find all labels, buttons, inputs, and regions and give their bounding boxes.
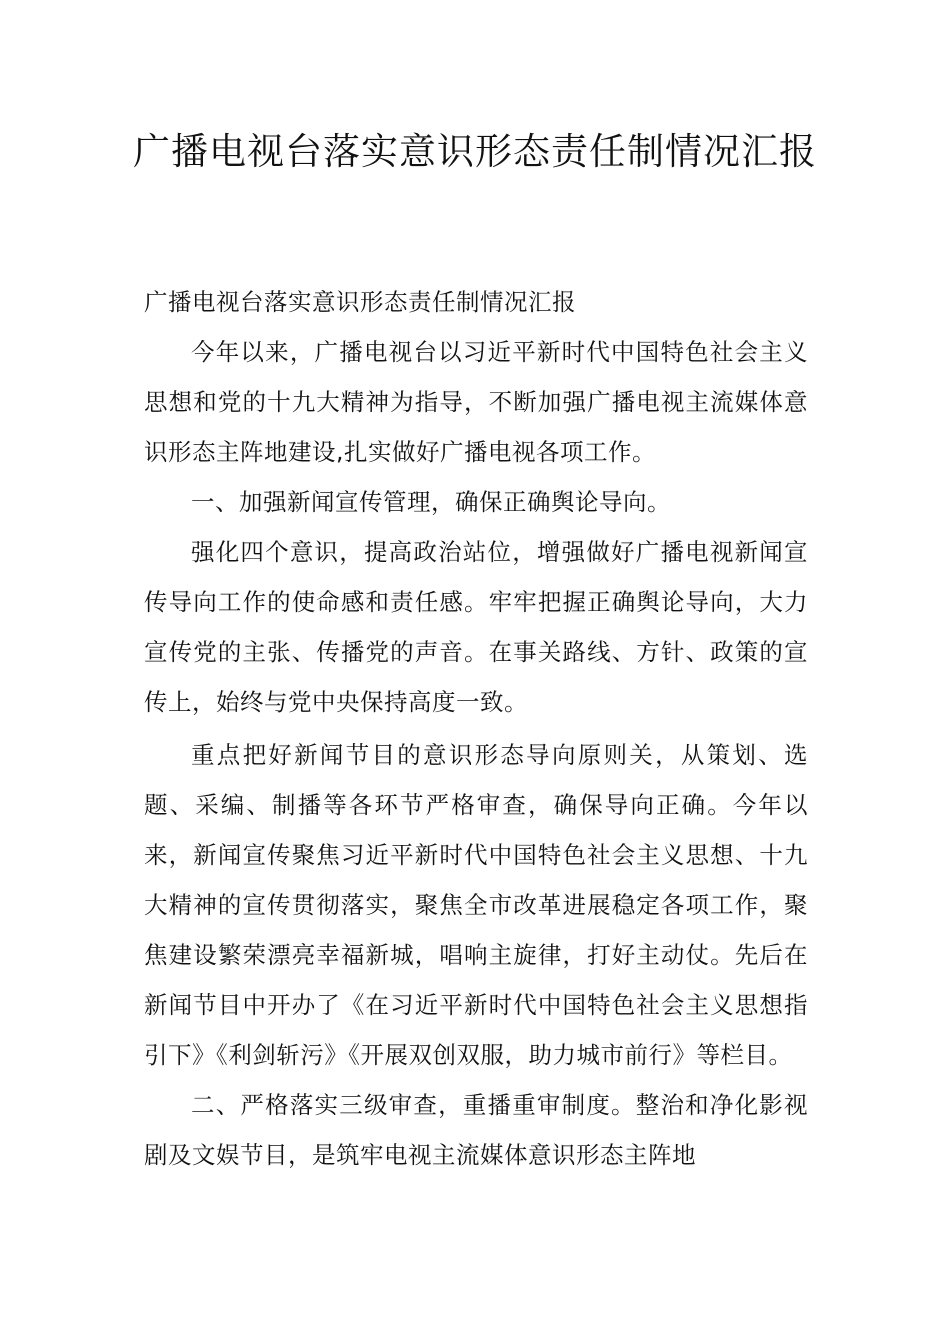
document-title: 广播电视台落实意识形态责任制情况汇报 [133,130,817,173]
document-subtitle: 广播电视台落实意识形态责任制情况汇报 [144,288,576,316]
document-body [144,277,808,1180]
paragraph-section-1a: 强化四个意识，提高政治站位，增强做好广播电视新闻宣传导向工作的使命感和责任感。牢牢把握正确舆论导向，大力宣传党的主张、传播党的声音。在事关路线、方针、政策的宣传上，始终与党中央保持高度一致。 [144,538,808,716]
section-heading-1: 一、加强新闻宣传管理，确保正确舆论导向。 [191,488,671,516]
paragraph-section-1b: 重点把好新闻节目的意识形态导向原则关，从策划、选题、采编、制播等各环节严格审查，确保导向正确。今年以来，新闻宣传聚焦习近平新时代中国特色社会主义思想、十九大精神的宣传贯彻落实，聚焦全市改革进展稳定各项工作，聚焦建设繁荣漂亮幸福新城，唱响主旋律，打好主动仗。先后在新闻节目中开办了《在习近平新时代中国特色社会主义思想指引下》《利剑斩污》《开展双创双服，助力城市前行》等栏目。 [144,741,808,1069]
paragraph-intro: 今年以来，广播电视台以习近平新时代中国特色社会主义思想和党的十九大精神为指导，不断加强广播电视主流媒体意识形态主阵地建设,扎实做好广播电视各项工作。 [144,338,808,466]
section-heading-2: 二、严格落实三级审查，重播重审制度。整治和净化影视剧及文娱节目，是筑牢电视主流媒体意识形态主阵地 [144,1091,808,1169]
